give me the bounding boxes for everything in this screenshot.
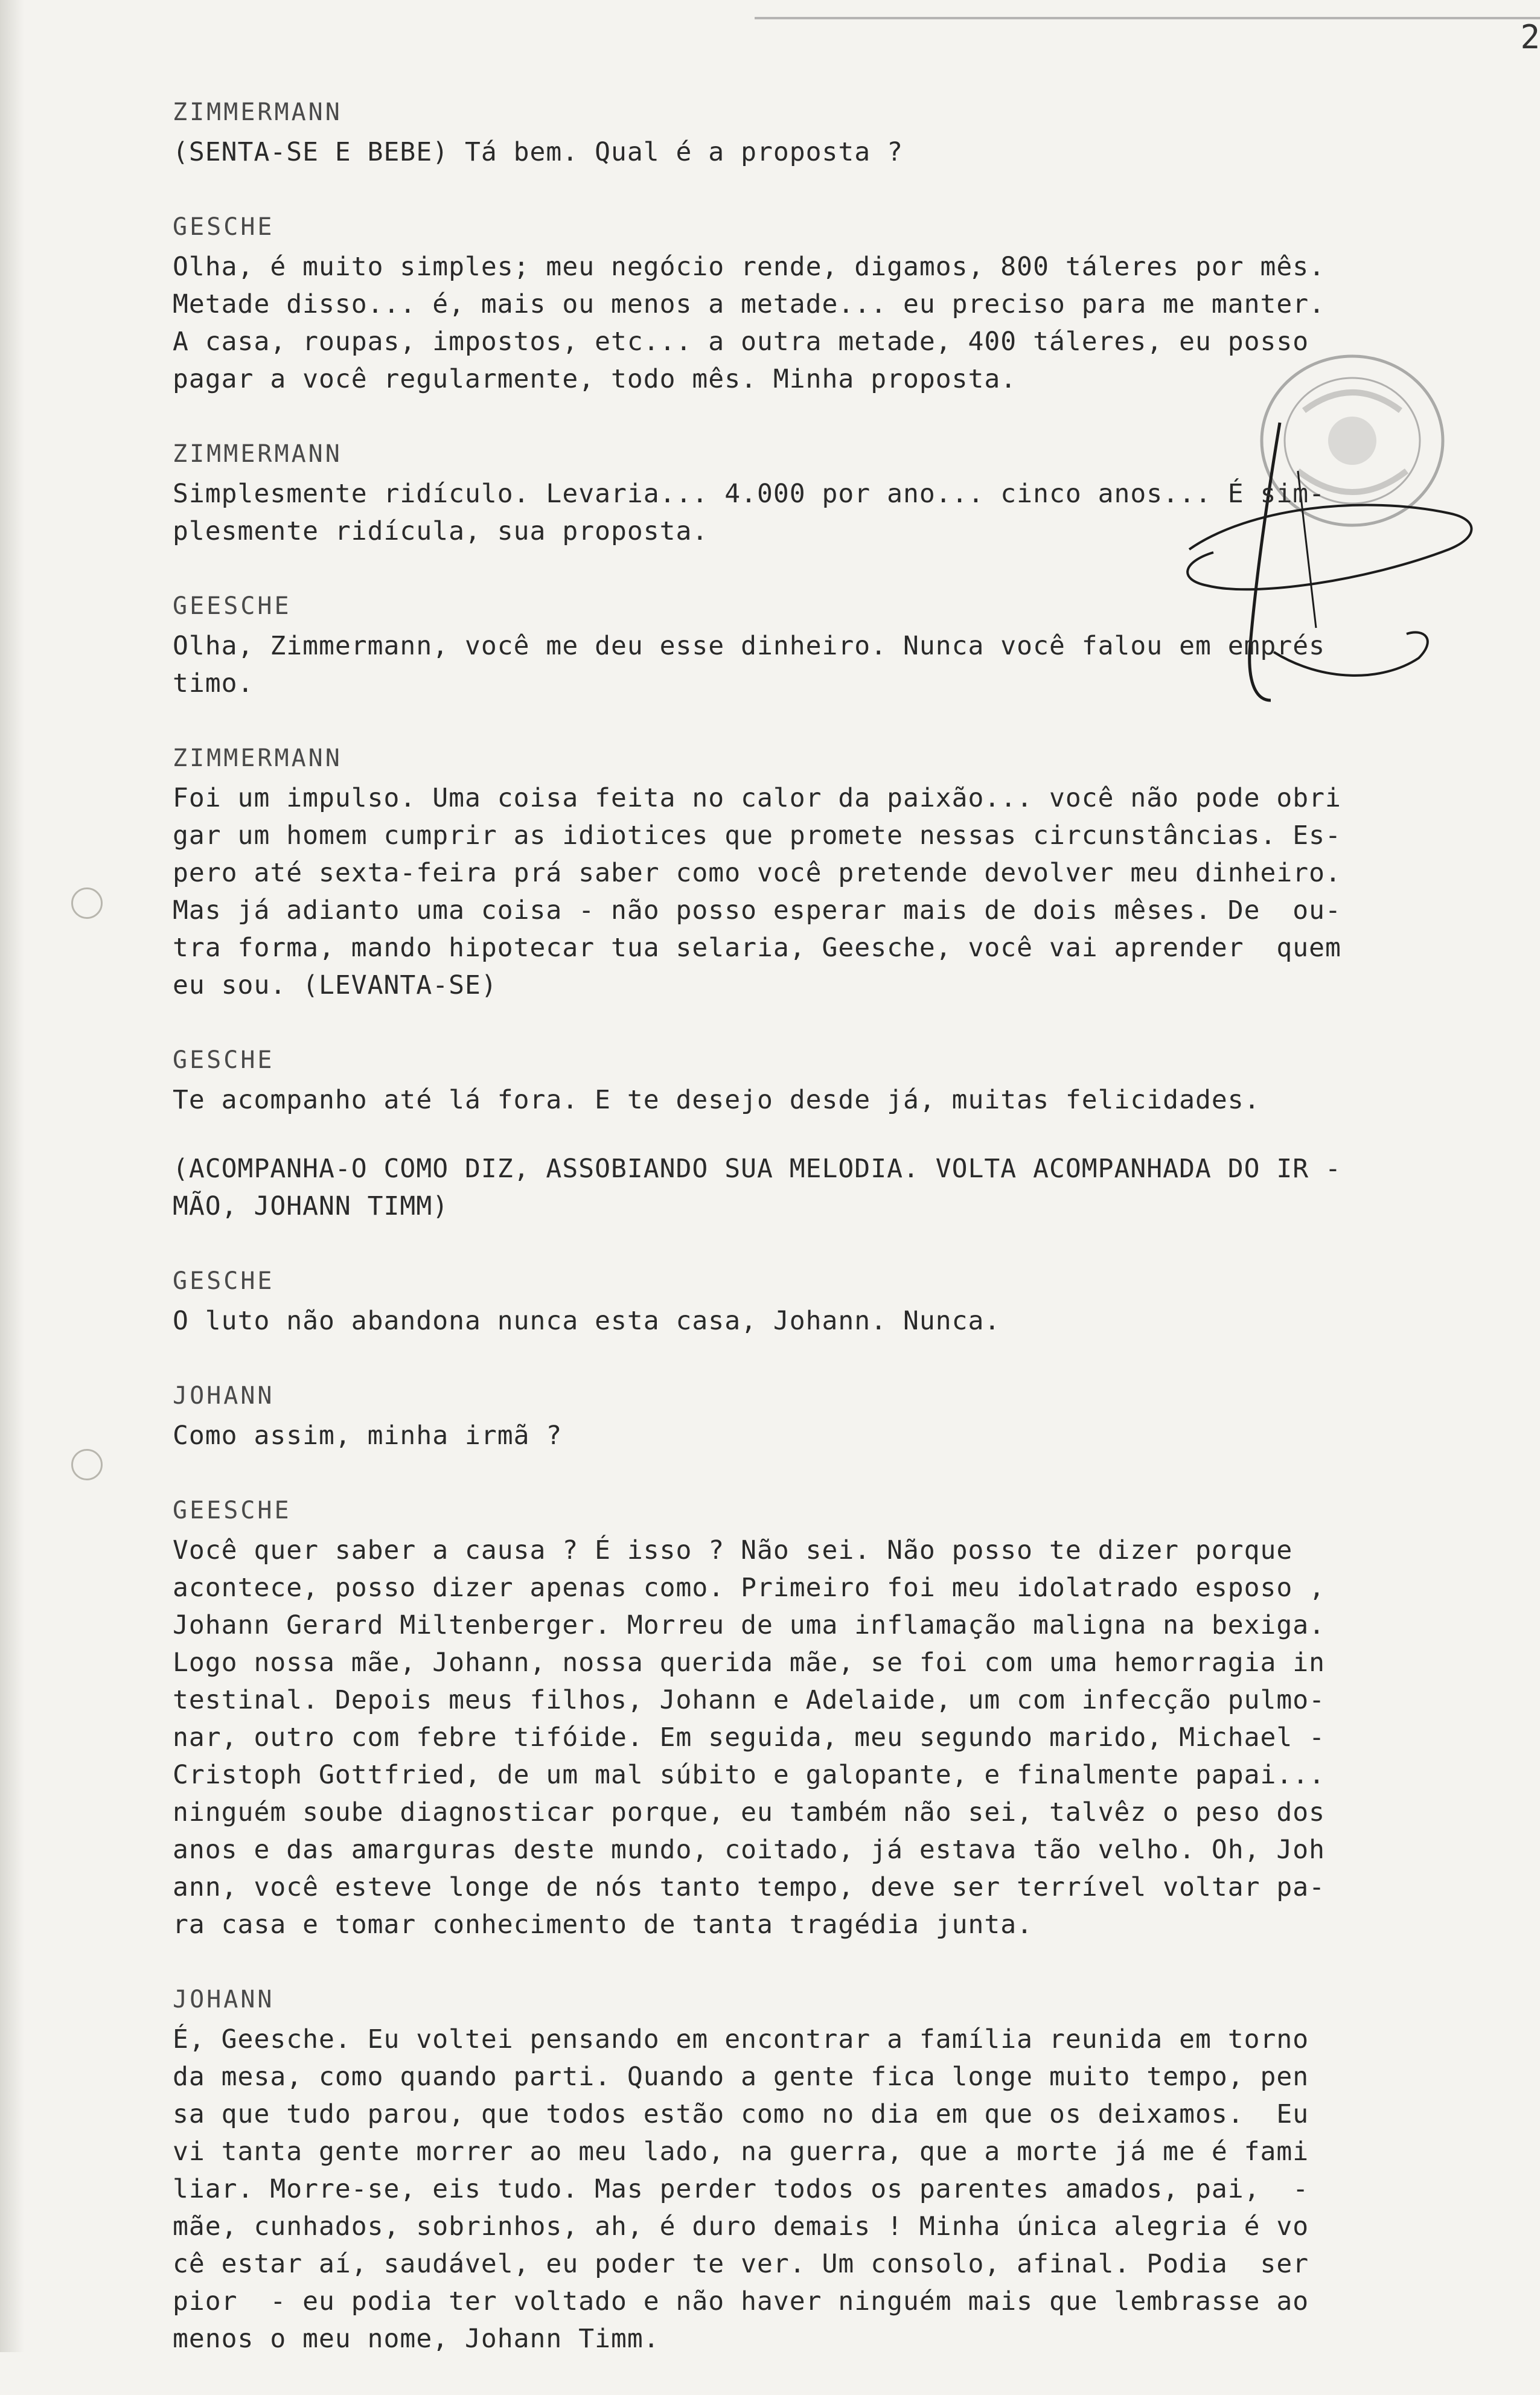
- dialogue-line: O luto não abandona nunca esta casa, Johann. Nunca.: [173, 1306, 1001, 1336]
- dialogue-block: [173, 1492, 1507, 1943]
- dialogue-line: Te acompanho até lá fora. E te desejo desde já, muitas felicidades.: [173, 1085, 1260, 1115]
- dialogue-block: [173, 1262, 1507, 1340]
- page-number: 2: [1520, 18, 1540, 56]
- speaker-name: GESCHE: [173, 213, 275, 241]
- dialogue-line: Mas já adianto uma coisa - não posso esperar mais de dois mêses. De ou-: [173, 895, 1341, 926]
- dialogue-line: da mesa, como quando parti. Quando a gente fica longe muito tempo, pen: [173, 2062, 1309, 2092]
- dialogue-line: ninguém soube diagnosticar porque, eu também não sei, talvêz o peso dos: [173, 1797, 1326, 1827]
- dialogue-line: sa que tudo parou, que todos estão como no dia em que os deixamos. Eu: [173, 2099, 1309, 2129]
- dialogue-block: [173, 1981, 1507, 2358]
- dialogue-line: MÃO, JOHANN TIMM): [173, 1191, 449, 1221]
- dialogue-block: [173, 740, 1507, 1004]
- speaker-name: ZIMMERMANN: [173, 98, 342, 126]
- dialogue-line: cê estar aí, saudável, eu poder te ver. Um consolo, afinal. Podia ser: [173, 2249, 1309, 2279]
- speaker-name: JOHANN: [173, 1382, 275, 1410]
- page-left-edge: [0, 0, 24, 2352]
- dialogue-block: [173, 435, 1507, 550]
- dialogue-line: pior - eu podia ter voltado e não haver ninguém mais que lembrasse ao: [173, 2286, 1309, 2317]
- dialogue-line: pero até sexta-feira prá saber como você pretende devolver meu dinheiro.: [173, 858, 1341, 888]
- dialogue-block: [173, 587, 1507, 702]
- dialogue-line: testinal. Depois meus filhos, Johann e Adelaide, um com infecção pulmo-: [173, 1685, 1326, 1715]
- speaker-name: GEESCHE: [173, 592, 292, 620]
- speaker-name: GESCHE: [173, 1046, 275, 1074]
- dialogue-line: ra casa e tomar conhecimento de tanta tragédia junta.: [173, 1910, 1034, 1940]
- dialogue-line: timo.: [173, 668, 254, 699]
- speaker-name: JOHANN: [173, 1986, 275, 2013]
- dialogue-line: anos e das amarguras deste mundo, coitado, já estava tão velho. Oh, Joh: [173, 1835, 1326, 1865]
- dialogue-line: acontece, posso dizer apenas como. Primeiro foi meu idolatrado esposo ,: [173, 1573, 1326, 1603]
- dialogue-block: [173, 94, 1507, 171]
- speaker-name: GEESCHE: [173, 1497, 292, 1524]
- dialogue-line: Você quer saber a causa ? É isso ? Não sei. Não posso te dizer porque: [173, 1535, 1293, 1565]
- dialogue-line: (ACOMPANHA-O COMO DIZ, ASSOBIANDO SUA MELODIA. VOLTA ACOMPANHADA DO IR -: [173, 1154, 1341, 1184]
- dialogue-line: Metade disso... é, mais ou menos a metade... eu preciso para me manter.: [173, 289, 1326, 319]
- punch-hole: [71, 887, 103, 919]
- dialogue-line: tra forma, mando hipotecar tua selaria, Geesche, você vai aprender quem: [173, 933, 1341, 963]
- script-body: [173, 94, 1507, 2395]
- dialogue-line: vi tanta gente morrer ao meu lado, na guerra, que a morte já me é fami: [173, 2137, 1309, 2167]
- dialogue-block: [173, 208, 1507, 398]
- speaker-name: ZIMMERMANN: [173, 440, 342, 468]
- dialogue-line: nar, outro com febre tifóide. Em seguida, meu segundo marido, Michael -: [173, 1722, 1326, 1753]
- top-rule: [755, 17, 1540, 19]
- dialogue-line: ann, você esteve longe de nós tanto tempo, deve ser terrível voltar pa-: [173, 1872, 1326, 1902]
- dialogue-line: Logo nossa mãe, Johann, nossa querida mãe, se foi com uma hemorragia in: [173, 1648, 1326, 1678]
- dialogue-line: menos o meu nome, Johann Timm.: [173, 2324, 660, 2354]
- dialogue-line: eu sou. (LEVANTA-SE): [173, 970, 497, 1000]
- dialogue-line: Como assim, minha irmã ?: [173, 1421, 563, 1451]
- dialogue-line: mãe, cunhados, sobrinhos, ah, é duro demais ! Minha única alegria é vo: [173, 2211, 1309, 2242]
- dialogue-line: (SENTA-SE E BEBE) Tá bem. Qual é a proposta ?: [173, 137, 903, 167]
- dialogue-block: [173, 1377, 1507, 1454]
- dialogue-block: [173, 1041, 1507, 1119]
- dialogue-line: gar um homem cumprir as idiotices que promete nessas circunstâncias. Es-: [173, 820, 1341, 851]
- dialogue-line: Cristoph Gottfried, de um mal súbito e galopante, e finalmente papai...: [173, 1760, 1326, 1790]
- speaker-name: ZIMMERMANN: [173, 744, 342, 772]
- dialogue-line: Johann Gerard Miltenberger. Morreu de uma inflamação maligna na bexiga.: [173, 1610, 1326, 1640]
- dialogue-line: Olha, Zimmermann, você me deu esse dinheiro. Nunca você falou em emprés: [173, 631, 1326, 661]
- punch-hole: [71, 1449, 103, 1480]
- dialogue-line: plesmente ridícula, sua proposta.: [173, 516, 709, 546]
- dialogue-line: Simplesmente ridículo. Levaria... 4.000 por ano... cinco anos... É sim-: [173, 479, 1326, 509]
- dialogue-line: É, Geesche. Eu voltei pensando em encontrar a família reunida em torno: [173, 2024, 1309, 2054]
- dialogue-line: liar. Morre-se, eis tudo. Mas perder todos os parentes amados, pai, -: [173, 2174, 1309, 2204]
- dialogue-line: A casa, roupas, impostos, etc... a outra metade, 400 táleres, eu posso: [173, 327, 1309, 357]
- stage-direction: [173, 1150, 1507, 1225]
- dialogue-line: Foi um impulso. Uma coisa feita no calor da paixão... você não pode obri: [173, 783, 1341, 813]
- dialogue-line: Olha, é muito simples; meu negócio rende, digamos, 800 táleres por mês.: [173, 252, 1326, 282]
- speaker-name: GESCHE: [173, 1267, 275, 1295]
- dialogue-line: pagar a você regularmente, todo mês. Minha proposta.: [173, 364, 1017, 394]
